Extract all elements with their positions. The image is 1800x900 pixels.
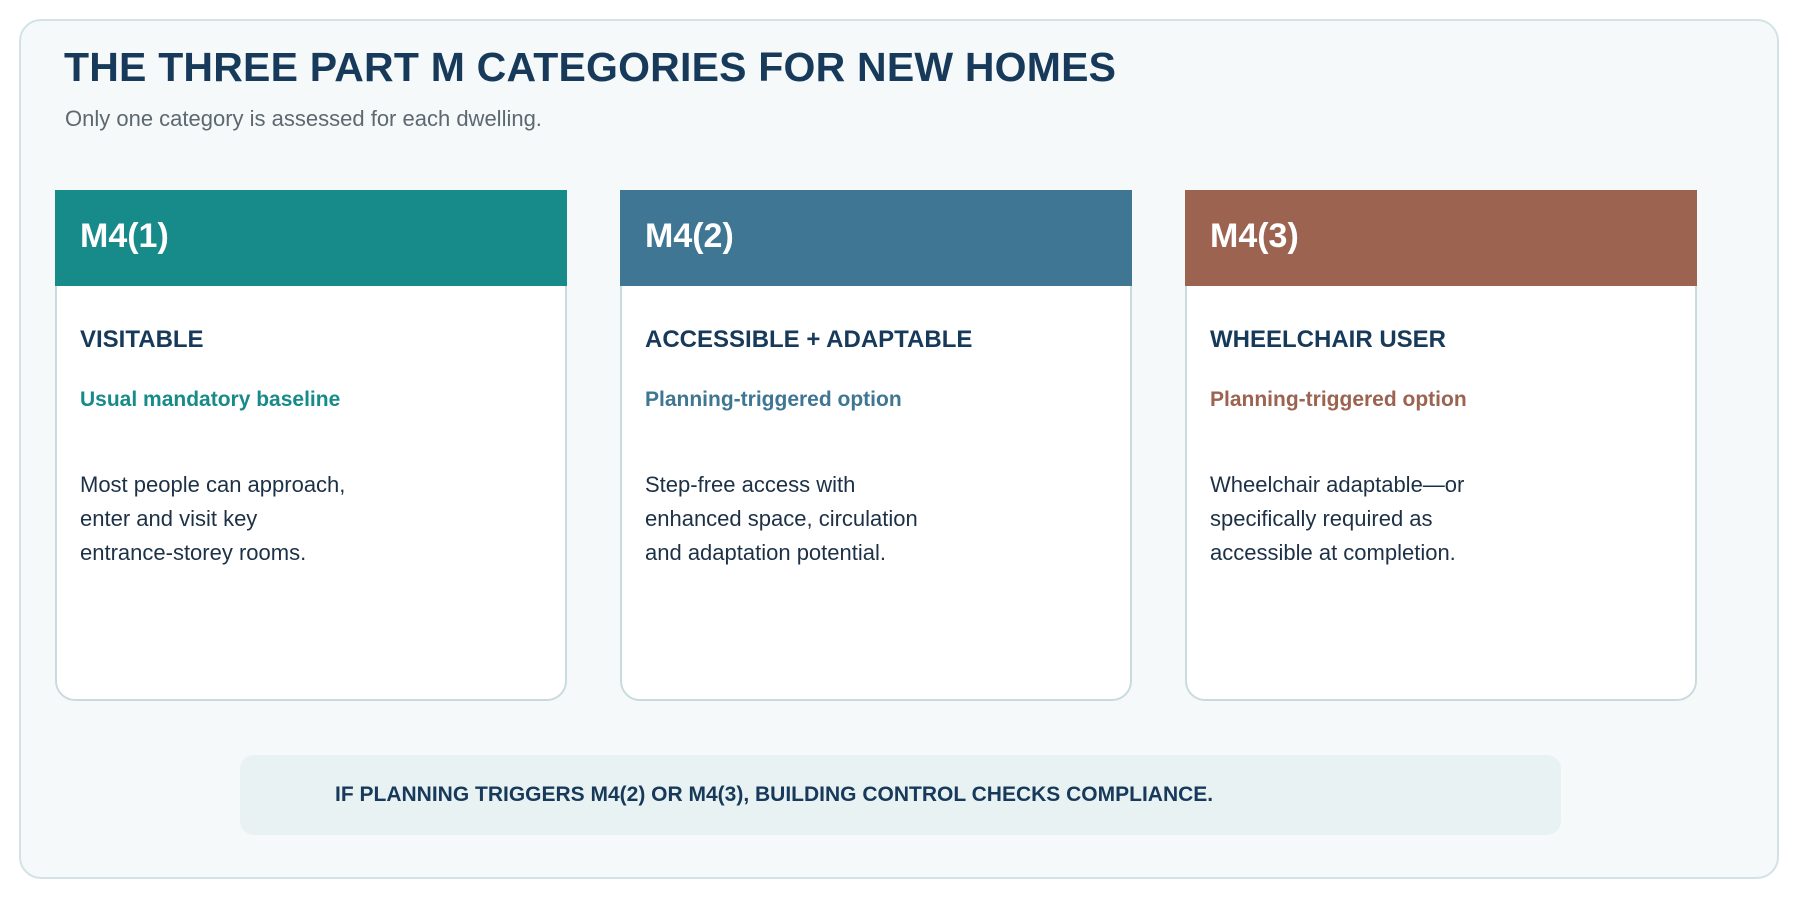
category-code: M4(1) [80, 216, 169, 255]
category-header-m4-3 [1185, 190, 1697, 286]
description-line: accessible at completion. [1210, 540, 1456, 565]
compliance-note [240, 755, 1561, 835]
category-card-m4-3 [1185, 190, 1697, 701]
category-status: Usual mandatory baseline [80, 388, 341, 411]
category-name: VISITABLE [80, 326, 204, 353]
category-card-m4-2 [620, 190, 1132, 701]
compliance-note-text: IF PLANNING TRIGGERS M4(2) OR M4(3), BUILDING CONTROL CHECKS COMPLIANCE. [335, 783, 1214, 806]
category-status: Planning-triggered option [645, 388, 902, 411]
page-subtitle: Only one category is assessed for each dwelling. [65, 106, 542, 131]
category-name: WHEELCHAIR USER [1210, 326, 1447, 353]
description-line: and adaptation potential. [645, 540, 886, 565]
description-line: Step-free access with [645, 472, 856, 497]
description-line: Wheelchair adaptable—or [1210, 472, 1465, 497]
category-card-m4-1 [55, 190, 567, 701]
category-code: M4(2) [645, 216, 734, 255]
category-description [645, 468, 965, 570]
category-description [1210, 468, 1530, 570]
description-line: Most people can approach, [80, 472, 346, 497]
category-name: ACCESSIBLE + ADAPTABLE [645, 326, 973, 353]
category-description [80, 468, 400, 570]
page-title: THE THREE PART M CATEGORIES FOR NEW HOMES [64, 44, 1117, 90]
description-line: enter and visit key [80, 506, 258, 531]
category-header-m4-2 [620, 190, 1132, 286]
category-status: Planning-triggered option [1210, 388, 1467, 411]
description-line: specifically required as [1210, 506, 1433, 531]
description-line: enhanced space, circulation [645, 506, 918, 531]
category-code: M4(3) [1210, 216, 1299, 255]
category-header-m4-1 [55, 190, 567, 286]
description-line: entrance-storey rooms. [80, 540, 307, 565]
